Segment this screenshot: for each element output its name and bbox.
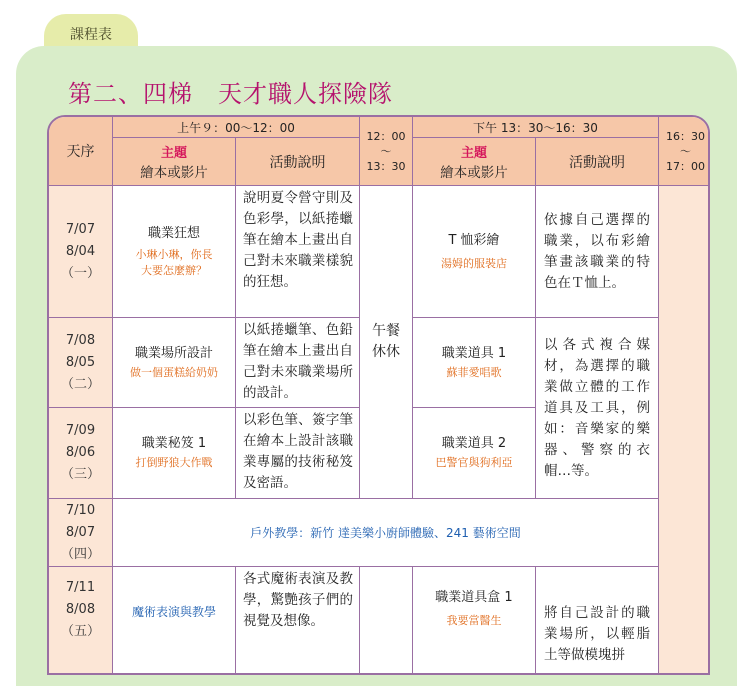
header-end-time: 16：30 ～ 17：00 bbox=[659, 117, 710, 186]
row5-am-theme: 魔術表演與教學 bbox=[113, 567, 236, 675]
row1-am-theme: 職業狂想 小琳小琳，你長 大要怎麼辦？ bbox=[113, 186, 236, 318]
header-lunch-time: 12：00 ～ 13：30 bbox=[360, 117, 413, 186]
row5-pm-activity: 將自己設計的職業場所，以輕脂土等做模塊拼 bbox=[536, 567, 659, 675]
header-pm-theme: 主題 繪本或影片 bbox=[413, 138, 536, 186]
row2-am-theme: 職業場所設計 做一個蛋糕給奶奶 bbox=[113, 318, 236, 408]
tab-label: 課程表 bbox=[70, 27, 112, 43]
header-am-activity: 活動說明 bbox=[236, 138, 360, 186]
row5-am-activity: 各式魔術表演及教學，驚艷孩子們的視覺及想像。 bbox=[236, 567, 360, 675]
row3-date: 7/09 8/06 （三） bbox=[49, 408, 113, 499]
row1-pm-activity: 依據自己選擇的職業，以布彩繪筆畫該職業的特色在Ｔ恤上。 bbox=[536, 186, 659, 318]
row2-pm-theme: 職業道具 1 蘇菲愛唱歌 bbox=[413, 318, 536, 408]
header-am-theme: 主題 繪本或影片 bbox=[113, 138, 236, 186]
header-pm-activity: 活動說明 bbox=[536, 138, 659, 186]
row1-am-activity: 說明夏令營守則及色彩學，以紙捲蠟筆在繪本上畫出自己對未來職業樣貌的狂想。 bbox=[236, 186, 360, 318]
row3-pm-theme: 職業道具 2 巴警官與狗利亞 bbox=[413, 408, 536, 499]
row2-3-pm-activity: 以各式複合媒材，為選擇的職業做立體的工作道具及工具，例如：音樂家的樂器、警察的衣帽…等。 bbox=[536, 318, 659, 499]
row1-pm-theme: T 恤彩繪 湯姆的服裝店 bbox=[413, 186, 536, 318]
schedule-table bbox=[47, 115, 710, 675]
row1-date: 7/07 8/04 （一） bbox=[49, 186, 113, 318]
outing-cell: 戶外教學：新竹 達美樂小廚師體驗、241 藝術空間 bbox=[113, 499, 659, 567]
header-morning: 上午９：00～12：00 bbox=[113, 117, 360, 138]
page-title: 第二、四梯 天才職人探險隊 bbox=[68, 80, 393, 108]
row5-lunch bbox=[360, 567, 413, 675]
row2-date: 7/08 8/05 （二） bbox=[49, 318, 113, 408]
row2-am-activity: 以紙捲蠟筆、色鉛筆在繪本上畫出自己對未來職業場所的設計。 bbox=[236, 318, 360, 408]
lunch-cell: 午餐 休休 bbox=[360, 186, 413, 499]
end-column bbox=[659, 186, 710, 675]
row3-am-activity: 以彩色筆、簽字筆在繪本上設計該職業專屬的技術秘笈及密語。 bbox=[236, 408, 360, 499]
header-afternoon: 下午 13：30～16：30 bbox=[413, 117, 659, 138]
row3-am-theme: 職業秘笈 1 打倒野狼大作戰 bbox=[113, 408, 236, 499]
row5-pm-theme: 職業道具盒 1 我要當醫生 bbox=[413, 567, 536, 675]
header-day: 天序 bbox=[49, 117, 113, 186]
row5-date: 7/11 8/08 （五） bbox=[49, 567, 113, 675]
row4-date: 7/10 8/07 （四） bbox=[49, 499, 113, 567]
